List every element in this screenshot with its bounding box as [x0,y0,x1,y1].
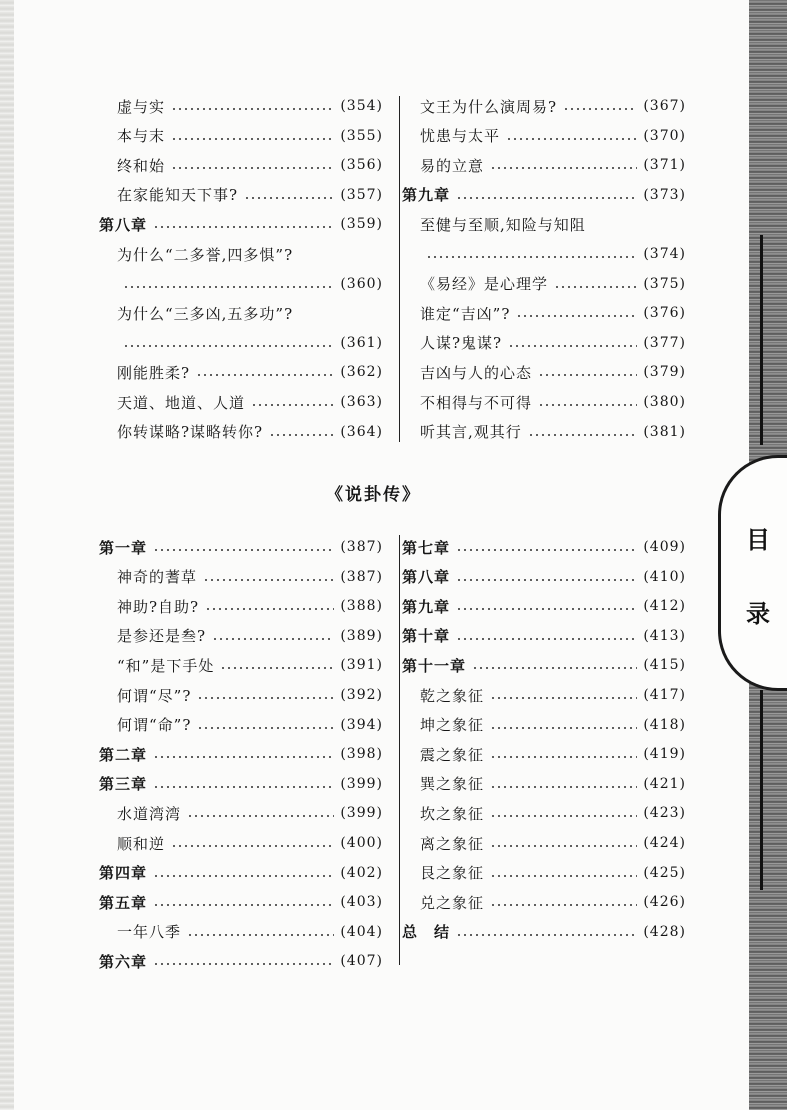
toc-entry-title: 易的立意 [420,156,485,175]
toc-entry-title: 第一章 [99,538,148,557]
toc-entry-page: (398) [340,746,383,763]
toc-entry-title: 吉凶与人的心态 [420,363,533,382]
toc-entry-title: 第八章 [99,215,148,234]
toc-entry [402,184,686,206]
toc-entry [117,421,383,443]
dot-leader [123,286,334,288]
toc-entry [117,243,383,265]
toc-entry-page: (355) [340,127,383,144]
toc-entry-page: (410) [643,568,686,585]
toc-entry [420,743,686,765]
toc-entry [99,773,383,795]
toc-entry [420,891,686,913]
toc-entry-title: 第九章 [402,597,451,616]
dot-leader [153,904,334,906]
toc-entry-page: (423) [643,805,686,822]
toc-entry [420,154,686,176]
dot-leader [196,374,334,376]
toc-entry-page: (370) [643,127,686,144]
toc-entry-title: 第十一章 [402,656,467,675]
dot-leader [187,815,334,817]
dot-leader [538,404,637,406]
toc-entry-page: (399) [340,805,383,822]
dot-leader [456,549,637,551]
side-tab-char-1: 目 [746,525,770,554]
dot-leader [490,904,637,906]
toc-entry [420,714,686,736]
toc-entry-title: 是参还是叁? [117,627,207,646]
toc-entry-page: (388) [340,598,383,615]
toc-entry [117,361,383,383]
toc-entry-title: 第四章 [99,864,148,883]
dot-leader [456,934,637,936]
dot-leader [220,667,334,669]
toc-entry-title: 第二章 [99,745,148,764]
dot-leader [153,756,334,758]
toc-entry-page: (426) [643,894,686,911]
column-divider-bottom [399,535,400,965]
toc-entry-title: 第十章 [402,627,451,646]
toc-entry [117,625,383,647]
toc-entry-title: 虚与实 [117,97,166,116]
toc-entry-title: 谁定“吉凶”? [420,304,511,323]
dot-leader [538,374,637,376]
dot-leader [528,434,638,436]
toc-entry [420,361,686,383]
toc-entry-page: (375) [643,275,686,292]
toc-entry-page: (428) [643,923,686,940]
toc-entry-title: 不相得与不可得 [420,393,533,412]
toc-entry-title: 天道、地道、人道 [117,393,246,412]
toc-entry [420,391,686,413]
toc-entry-page: (360) [340,275,383,292]
toc-entry [117,684,383,706]
toc-entry [402,595,686,617]
toc-entry-title: 第九章 [402,186,451,205]
toc-entry-title: 离之象征 [420,834,485,853]
toc-entry [420,332,686,354]
toc-entry-page: (387) [340,568,383,585]
toc-entry-title: 艮之象征 [420,864,485,883]
toc-entry-page: (391) [340,657,383,674]
toc-entry-page: (380) [643,394,686,410]
toc-entry-page: (362) [340,364,383,381]
dot-leader [456,608,637,610]
edge-rule-upper [760,235,763,445]
toc-entry-page: (413) [643,627,686,644]
toc-entry [117,654,383,676]
toc-entry-page: (392) [340,687,383,703]
toc-entry [117,95,383,117]
toc-entry-title: 坤之象征 [420,716,485,735]
toc-entry-page: (356) [340,157,383,174]
toc-entry-title: 乾之象征 [420,686,485,705]
toc-entry-page: (373) [643,186,686,203]
toc-entry [420,862,686,884]
dot-leader [554,286,637,288]
toc-entry-page: (376) [643,305,686,322]
dot-leader [490,786,637,788]
dot-leader [251,404,334,406]
toc-entry [117,802,383,824]
dot-leader [187,934,334,936]
toc-entry-title: 神助?自助? [117,597,200,616]
toc-entry-title: 听其言,观其行 [420,423,522,442]
toc-entry [420,302,686,324]
toc-entry-page: (361) [340,334,383,351]
toc-entry [117,566,383,588]
toc-entry-page: (363) [340,394,383,410]
toc-entry-title: 水道湾湾 [117,804,182,823]
toc-entry [99,891,383,913]
toc-entry [117,921,383,943]
toc-entry [420,213,686,235]
toc-entry [402,654,686,676]
toc-entry-page: (424) [643,835,686,851]
toc-entry [99,213,383,235]
toc-entry-page: (359) [340,216,383,233]
toc-entry-page: (354) [340,98,383,114]
toc-entry [117,154,383,176]
dot-leader [153,226,334,228]
toc-entry-title: 人谋?鬼谋? [420,334,503,353]
toc-entry [420,95,686,117]
dot-leader [490,167,637,169]
dot-leader [563,108,637,110]
toc-entry-title: 第六章 [99,952,148,971]
toc-entry [117,125,383,147]
toc-entry [420,421,686,443]
toc-entry-page: (394) [340,716,383,733]
toc-entry-title: 顺和逆 [117,834,166,853]
toc-entry [117,273,383,295]
dot-leader [506,138,637,140]
toc-entry [420,125,686,147]
toc-entry [420,773,686,795]
toc-entry [99,950,383,972]
toc-entry-title: 本与末 [117,127,166,146]
toc-entry-page: (425) [643,864,686,881]
toc-entry-title: 第五章 [99,893,148,912]
toc-entry-title: 《易经》是心理学 [420,275,549,294]
toc-entry-page: (418) [643,716,686,733]
toc-entry [117,595,383,617]
toc-entry-page: (409) [643,539,686,555]
dot-leader [456,638,637,640]
toc-entry [117,302,383,324]
toc-entry [420,243,686,265]
toc-entry-page: (412) [643,598,686,615]
toc-entry-title: 坎之象征 [420,804,485,823]
toc-entry-page: (374) [643,246,686,262]
toc-entry [402,625,686,647]
dot-leader [203,579,334,581]
toc-entry [420,273,686,295]
section-title: 《说卦传》 [326,485,421,505]
toc-entry-page: (415) [643,657,686,674]
edge-rule-lower [760,690,763,890]
toc-entry-title: 神奇的蓍草 [117,568,198,587]
dot-leader [456,579,637,581]
toc-entry-title: 总 结 [402,923,451,942]
toc-entry-title: 一年八季 [117,923,182,942]
toc-entry-title: 第三章 [99,775,148,794]
dot-leader [269,434,334,436]
toc-entry [117,184,383,206]
toc-entry-title: 至健与至顺,知险与知阻 [420,215,586,234]
dot-leader [490,756,637,758]
dot-leader [490,875,637,877]
dot-leader [212,638,334,640]
dot-leader [197,697,334,699]
dot-leader [197,727,334,729]
dot-leader [153,963,334,965]
dot-leader [516,315,637,317]
dot-leader [171,845,334,847]
toc-entry-title: 何谓“命”? [117,716,192,735]
toc-entry-title: 忧患与太平 [420,127,501,146]
dot-leader [490,697,637,699]
side-tab-char-2: 录 [746,599,770,628]
toc-entry-page: (402) [340,864,383,881]
toc-entry-title: “和”是下手处 [117,656,215,675]
toc-entry-page: (367) [643,98,686,114]
toc-entry-page: (364) [340,423,383,440]
toc-entry-page: (419) [643,746,686,763]
toc-entry-title: 刚能胜柔? [117,363,191,382]
toc-entry-page: (377) [643,334,686,351]
dot-leader [456,197,637,199]
toc-entry-page: (421) [643,775,686,792]
toc-entry-title: 第八章 [402,568,451,587]
toc-entry [99,743,383,765]
toc-entry-page: (403) [340,894,383,911]
toc-entry-page: (381) [643,423,686,440]
toc-entry [420,802,686,824]
toc-entry-page: (379) [643,364,686,381]
dot-leader [205,608,334,610]
dot-leader [490,845,637,847]
dot-leader [472,667,637,669]
dot-leader [171,108,334,110]
toc-entry-title: 你转谋略?谋略转你? [117,423,264,442]
dot-leader [123,345,334,347]
dot-leader [490,815,637,817]
dot-leader [490,727,637,729]
toc-entry-title: 为什么“二多誉,四多惧”? [117,245,294,264]
toc-entry [420,684,686,706]
toc-entry-page: (387) [340,539,383,555]
toc-entry [117,832,383,854]
toc-entry-title: 震之象征 [420,745,485,764]
toc-entry [402,921,686,943]
dot-leader [426,256,637,258]
dot-leader [244,197,334,199]
toc-entry-title: 为什么“三多凶,五多功”? [117,304,294,323]
toc-entry-page: (389) [340,627,383,644]
page-edge-left [0,0,14,1110]
dot-leader [171,167,334,169]
toc-entry [99,536,383,558]
toc-entry-page: (407) [340,953,383,970]
toc-entry-page: (371) [643,157,686,174]
dot-leader [171,138,334,140]
toc-entry-page: (404) [340,923,383,940]
toc-entry-title: 文王为什么演周易? [420,97,558,116]
toc-entry [99,862,383,884]
toc-entry-title: 兑之象征 [420,893,485,912]
toc-entry-page: (357) [340,186,383,203]
dot-leader [153,549,334,551]
toc-entry-title: 巽之象征 [420,775,485,794]
toc-entry [117,714,383,736]
toc-entry-page: (399) [340,775,383,792]
dot-leader [153,875,334,877]
toc-entry [402,536,686,558]
dot-leader [508,345,637,347]
toc-entry-title: 第七章 [402,538,451,557]
toc-entry [117,332,383,354]
toc-entry [420,832,686,854]
toc-entry-title: 何谓“尽”? [117,686,192,705]
toc-entry [117,391,383,413]
toc-entry-page: (417) [643,687,686,703]
toc-entry [402,566,686,588]
toc-entry-page: (400) [340,835,383,851]
column-divider-top [399,96,400,442]
dot-leader [153,786,334,788]
toc-entry-title: 终和始 [117,156,166,175]
toc-entry-title: 在家能知天下事? [117,186,239,205]
